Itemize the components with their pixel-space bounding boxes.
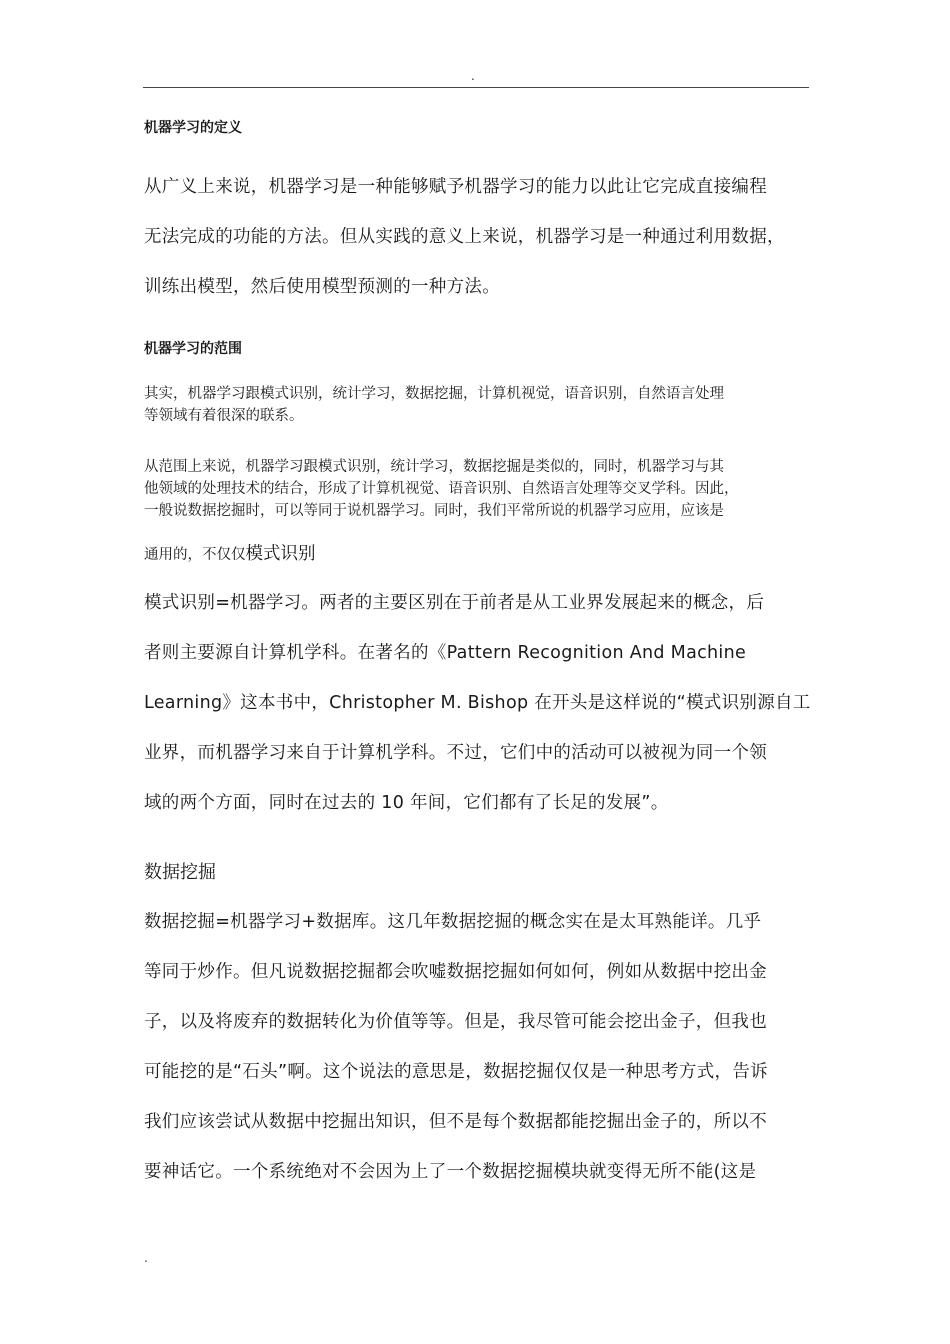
paragraph-line: 等领域有着很深的联系。 [144,408,304,424]
section-heading-definition: 机器学习的定义 [144,120,242,136]
paragraph-line: 我们应该尝试从数据中挖掘出知识，但不是每个数据都能挖掘出金子的，所以不 [144,1112,767,1132]
paragraph-line: 其实，机器学习跟模式识别，统计学习，数据挖掘，计算机视觉，语音识别，自然语言处理 [144,386,724,402]
footer-dot: . [144,1251,148,1265]
paragraph-line: 模式识别=机器学习。两者的主要区别在于前者是从工业界发展起来的概念，后 [144,593,765,613]
paragraph-line: 训练出模型，然后使用模型预测的一种方法。 [144,277,500,297]
paragraph-line-suffix: 模式识别 [245,544,316,564]
paragraph-line: 要神话它。一个系统绝对不会因为上了一个数据挖掘模块就变得无所不能(这是 [144,1162,757,1182]
section-heading-data-mining: 数据挖掘 [144,862,216,883]
scope-paragraph-2-last-line [144,540,810,565]
paragraph-line: 从广义上来说，机器学习是一种能够赋予机器学习的能力以此让它完成直接编程 [144,177,767,197]
scope-paragraph-1 [144,383,810,427]
data-mining-paragraph [144,897,810,1197]
paragraph-line: 无法完成的功能的方法。但从实践的意义上来说，机器学习是一种通过利用数据， [144,227,785,247]
header-rule [143,87,809,88]
paragraph-line: 等同于炒作。但凡说数据挖掘都会吹嘘数据挖掘如何如何，例如从数据中挖出金 [144,962,767,982]
paragraph-line: 从范围上来说，机器学习跟模式识别，统计学习，数据挖掘是类似的，同时，机器学习与其 [144,459,724,475]
definition-paragraph [144,162,810,312]
paragraph-line: 者则主要源自计算机学科。在著名的《Pattern Recognition And Machine [144,643,747,663]
scope-paragraph-2 [144,456,810,522]
paragraph-line: 他领域的处理技术的结合，形成了计算机视觉、语音识别、自然语言处理等交叉学科。因此， [144,481,739,497]
paragraph-line: 一般说数据挖掘时，可以等同于说机器学习。同时，我们平常所说的机器学习应用，应该是 [144,503,724,519]
paragraph-line: 业界，而机器学习来自于计算机学科。不过，它们中的活动可以被视为同一个领 [144,743,767,763]
paragraph-line: 域的两个方面，同时在过去的 10 年间，它们都有了长足的发展”。 [144,793,669,813]
paragraph-line: 可能挖的是“石头”啊。这个说法的意思是，数据挖掘仅仅是一种思考方式，告诉 [144,1062,768,1082]
section-heading-scope: 机器学习的范围 [144,341,242,357]
paragraph-line-prefix: 通用的，不仅仅 [144,547,246,563]
paragraph-line: 数据挖掘=机器学习+数据库。这几年数据挖掘的概念实在是太耳熟能详。几乎 [144,912,762,932]
paragraph-line: 子，以及将废弃的数据转化为价值等等。但是，我尽管可能会挖出金子，但我也 [144,1012,767,1032]
paragraph-line: Learning》这本书中，Christopher M. Bishop 在开头是这样说的“模式识别源自工 [144,693,811,713]
header-dot: . [471,69,475,83]
pattern-recognition-paragraph [144,578,810,828]
